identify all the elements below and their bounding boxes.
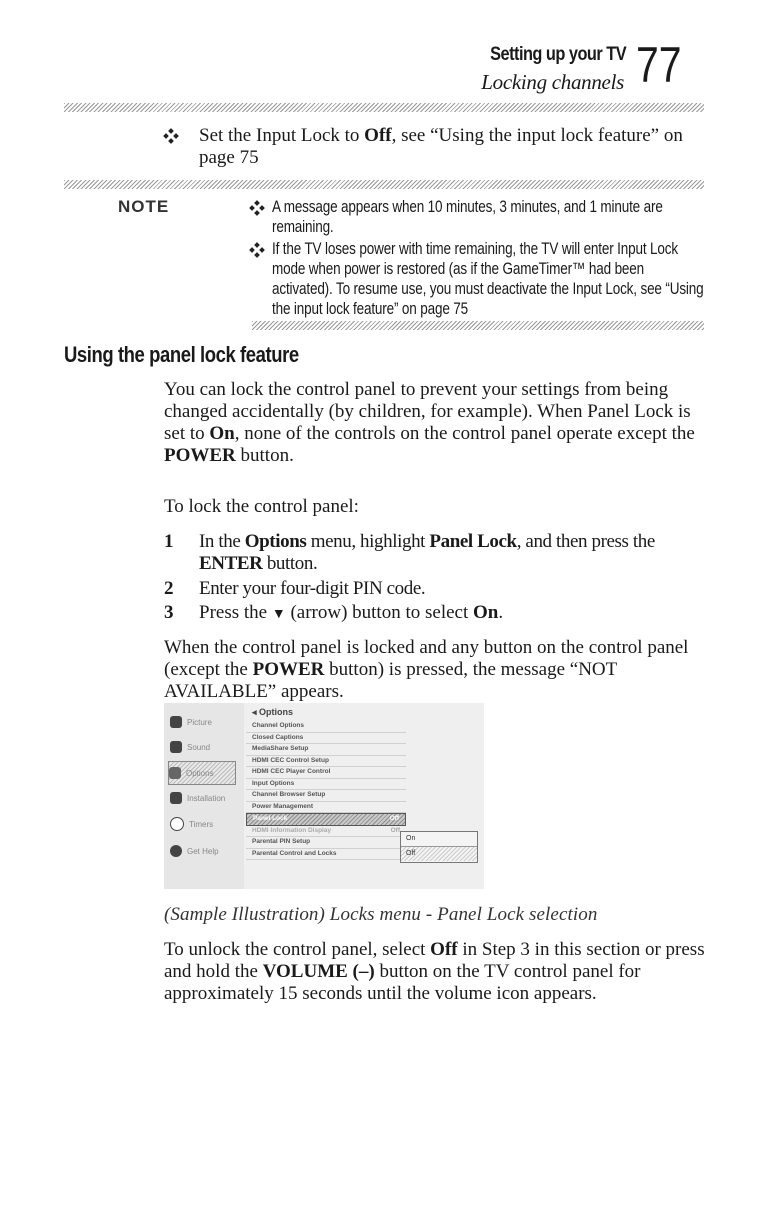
step-3-bold-2: On [473, 602, 499, 623]
locked-bold-1: POWER [252, 659, 325, 680]
step-2: Enter your four-digit PIN code. [199, 578, 426, 599]
menu-title-label: Options [259, 707, 294, 717]
step-1-text-3: , and then press the [516, 531, 655, 552]
help-icon [170, 845, 182, 857]
step-3-text-3: . [498, 602, 504, 623]
options-menu [246, 707, 406, 860]
lock-lead: To lock the control panel: [164, 496, 359, 517]
step-number: 1 [164, 531, 174, 552]
intro-text-2: , none of the controls on the control panel operate except the [234, 423, 695, 444]
sidebar-item-get-help [170, 840, 242, 862]
menu-item: HDMI CEC Control Setup [246, 756, 406, 768]
unlock-text-1: To unlock the control panel, select [164, 939, 431, 960]
page-number: 77 [636, 37, 682, 93]
intro-paragraph [164, 379, 709, 467]
input-lock-bullet [199, 125, 704, 169]
step-1-bold-2: Panel Lock [429, 531, 517, 552]
step-1-text-2: menu, highlight [306, 531, 430, 552]
options-menu-title [246, 707, 406, 721]
sidebar-label: Installation [187, 793, 226, 803]
note-bottom-divider [252, 321, 704, 330]
intro-bold-2: POWER [164, 445, 236, 466]
step-1-text-4: button. [262, 553, 318, 574]
diamond-bullet-icon [250, 243, 264, 257]
sidebar-label: Options [186, 768, 214, 778]
menu-item-hdmi-info [246, 826, 406, 838]
note-label: NOTE [118, 197, 170, 216]
panel-lock-value: Off [389, 815, 399, 822]
popup-option-off: Off [401, 846, 477, 861]
installation-icon [170, 792, 182, 804]
sidebar-item-picture [170, 711, 242, 733]
options-icon [169, 767, 181, 779]
section-title: Setting up your TV [490, 44, 626, 65]
note-item-1: A message appears when 10 minutes, 3 minutes, and 1 minute are remaining. [272, 198, 663, 236]
popup-option-on: On [406, 835, 416, 842]
step-3-text-2: (arrow) button to select [285, 602, 473, 623]
sidebar-label: Get Help [187, 846, 219, 856]
sidebar-label: Picture [187, 717, 212, 727]
unlock-text-2: in Step 3 in this section or press and hold the [164, 939, 705, 982]
step-1 [199, 531, 699, 575]
step-1-text-1: In the [199, 531, 245, 552]
tv-menu-sidebar [164, 703, 244, 889]
step-1-bold-3: ENTER [199, 553, 263, 574]
unlock-bold-1: Off [430, 939, 458, 960]
menu-item: Power Management [246, 802, 406, 814]
diamond-bullet-icon [164, 129, 178, 143]
sidebar-label: Sound [187, 742, 211, 752]
menu-item-panel-lock [246, 813, 406, 826]
sidebar-item-options [168, 761, 236, 785]
step-1-bold-1: Options [244, 531, 307, 552]
intro-text-1: You can lock the control panel to prevent your settings from being changed accidentally (by children, for example). When Panel Lock is set to [164, 379, 691, 444]
unlock-bold-2: VOLUME (–) [262, 961, 375, 982]
unlock-text-3: button on the TV control panel for approximately 15 seconds until the volume icon appears. [164, 961, 641, 1004]
sidebar-item-sound [170, 736, 242, 758]
section-heading: Using the panel lock feature [64, 342, 299, 367]
menu-item-label: Panel Lock [253, 815, 288, 822]
picture-icon [170, 716, 182, 728]
step-number: 3 [164, 602, 174, 623]
menu-item: Parental PIN Setup [246, 837, 406, 849]
note-top-divider [64, 180, 704, 189]
hdmi-info-value: Off [390, 826, 400, 834]
section-subtitle: Locking channels [481, 70, 624, 94]
locked-text-1: When the control panel is locked and any button on the control panel (except the [164, 637, 689, 680]
step-3-text-1: Press the [199, 602, 272, 623]
tv-menu-illustration [164, 703, 484, 889]
menu-item-label: HDMI Information Display [252, 826, 332, 834]
panel-lock-popup [400, 831, 478, 863]
intro-bold-1: On [209, 423, 235, 444]
menu-item: Parental Control and Locks [246, 849, 406, 861]
menu-item: Channel Browser Setup [246, 790, 406, 802]
menu-item: Input Options [246, 779, 406, 791]
input-lock-bullet-bold: Off [364, 125, 392, 146]
sound-icon [170, 741, 182, 753]
input-lock-bullet-prefix: Set the Input Lock to [199, 125, 365, 146]
back-arrow-icon: ◂ [252, 707, 260, 717]
sidebar-label: Timers [189, 819, 214, 829]
menu-item: HDMI CEC Player Control [246, 767, 406, 779]
header-divider [64, 103, 704, 112]
input-lock-bullet-suffix: , see “Using the input lock feature” on page 75 [199, 125, 683, 168]
note-item-2: If the TV loses power with time remaining, the TV will enter Input Lock mode when power is restored (as if the GameTimer™ had been activated). To resume use, you must deactivate the Input Lock, see “Using the input lock feature” on page 75 [272, 240, 704, 318]
menu-item: Closed Captions [246, 733, 406, 745]
step-number: 2 [164, 578, 174, 599]
menu-item: MediaShare Setup [246, 744, 406, 756]
timer-icon [170, 817, 184, 831]
menu-item: Channel Options [246, 721, 406, 733]
sidebar-item-installation [170, 787, 242, 809]
down-arrow-icon: ▼ [271, 607, 286, 622]
step-3 [199, 602, 699, 626]
illustration-caption: (Sample Illustration) Locks menu - Panel Lock selection [164, 904, 598, 925]
locked-text-2: button) is pressed, the message “NOT AVAILABLE” appears. [164, 659, 617, 702]
diamond-bullet-icon [250, 201, 264, 215]
locked-paragraph [164, 637, 704, 703]
sidebar-item-timers [170, 813, 242, 835]
unlock-paragraph [164, 939, 709, 1005]
intro-text-3: button. [235, 445, 294, 466]
